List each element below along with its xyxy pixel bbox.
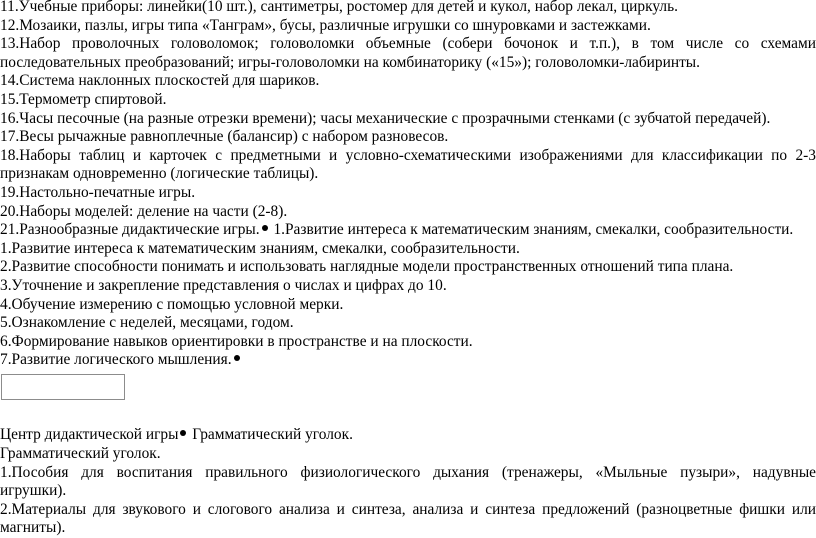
list-item-12: 12.Мозаики, пазлы, игры типа «Танграм», бусы, различные игрушки со шнуровками и застежками. bbox=[0, 16, 651, 34]
bullet-icon bbox=[262, 225, 268, 231]
goal-item: 3.Уточнение и закрепление представления о числах и цифрах до 10. bbox=[0, 276, 447, 294]
goal-item: 1.Развитие интереса к математическим знаниям, смекалки, сообразительности. bbox=[0, 239, 520, 257]
list-item-14: 14.Система наклонных плоскостей для шариков. bbox=[0, 72, 320, 90]
goal-item-text: 7.Развитие логического мышления. bbox=[0, 351, 232, 369]
list-item-21 bbox=[0, 221, 816, 240]
list-item-21-goal: 1.Развитие интереса к математическим знаниям, смекалки, сообразительности. bbox=[269, 221, 794, 239]
list-item-18-line-1: 18.Наборы таблиц и карточек с предметными и условно-схематическими изображениями для классификации по 2-3 bbox=[0, 146, 816, 164]
goal-item: 4.Обучение измерению с помощью условной мерки. bbox=[0, 295, 344, 313]
goal-item: 5.Ознакомление с неделей, месяцами, годом. bbox=[0, 314, 294, 332]
section-item-2-line-2: магниты). bbox=[0, 519, 66, 537]
list-item-15: 15.Термометр спиртовой. bbox=[0, 90, 167, 108]
section-subheading: Грамматический уголок. bbox=[0, 445, 161, 463]
bullet-icon bbox=[180, 430, 186, 436]
empty-text-box bbox=[1, 374, 125, 400]
section-heading-text: Центр дидактической игры bbox=[0, 426, 179, 444]
list-item-21-text: 21.Разнообразные дидактические игры. bbox=[0, 221, 260, 239]
list-item-20: 20.Наборы моделей: деление на части (2-8). bbox=[0, 202, 288, 220]
list-item-19: 19.Настольно-печатные игры. bbox=[0, 183, 196, 201]
section-item-1-line-1: 1.Пособия для воспитания правильного физиологического дыхания (тренажеры, «Мыльные пузыри», надувные bbox=[0, 463, 816, 481]
empty-box-row bbox=[0, 374, 816, 408]
goal-item: 2.Развитие способности понимать и использовать наглядные модели пространственных отношений типа плана. bbox=[0, 258, 734, 276]
bullet-icon bbox=[234, 355, 240, 361]
list-item-16: 16.Часы песочные (на разные отрезки времени); часы механические с прозрачными стенками (с зубчатой передачей). bbox=[0, 109, 771, 127]
blank-line bbox=[0, 408, 816, 427]
section-heading bbox=[0, 426, 816, 445]
list-item-13-line-2: последовательных преобразований; игры-головоломки на комбинаторику («15»); головоломки-лабиринты. bbox=[0, 53, 700, 71]
list-item-18-line-2: признакам одновременно (логические таблицы). bbox=[0, 165, 319, 183]
section-item-1-line-2: игрушки). bbox=[0, 482, 67, 500]
section-item-2-line-1: 2.Материалы для звукового и слогового анализа и синтеза, анализа и синтеза предложений (разноцветные фишки или bbox=[0, 500, 816, 518]
list-item-11: 11.Учебные приборы: линейки(10 шт.), сантиметры, ростомер для детей и кукол, набор лекал, циркуль. bbox=[0, 0, 678, 15]
list-item-13-line-1: 13.Набор проволочных головоломок; головоломки объемные (собери бочонок и т.п.), в том числе со схемами bbox=[0, 35, 816, 53]
list-item-17: 17.Весы рычажные равноплечные (балансир) с набором разновесов. bbox=[0, 128, 449, 146]
section-heading-suffix: Грамматический уголок. bbox=[188, 426, 353, 444]
goal-item-last bbox=[0, 351, 816, 370]
goal-item: 6.Формирование навыков ориентировки в пространстве и на плоскости. bbox=[0, 332, 473, 350]
